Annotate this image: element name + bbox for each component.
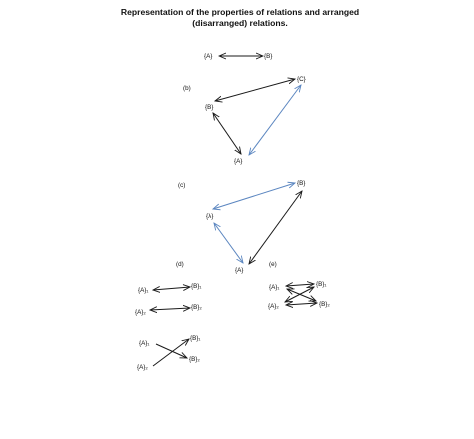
- panel-b-node-b: {B}: [205, 104, 214, 111]
- panel-e-node-a1: {A}₁: [269, 284, 280, 291]
- panel-d-mid-a: {A}₂: [135, 309, 146, 316]
- panel-e-edge-a2-b2: [286, 303, 317, 305]
- panel-b: [183, 76, 306, 165]
- panel-d-top-b: {B}₁: [191, 283, 202, 290]
- panel-label-b: (b): [183, 85, 191, 92]
- panel-a: [204, 53, 272, 60]
- panel-d-bot-b2: {B}₂: [189, 356, 200, 363]
- panel-d-edge-mid: [150, 308, 190, 310]
- panel-d-bot-b1: {B}₁: [190, 335, 201, 342]
- panel-label-e: (e): [269, 261, 277, 268]
- panel-b-node-c: {C}: [297, 76, 306, 83]
- panel-d: [135, 261, 202, 371]
- panel-e-node-b1: {B}₁: [316, 281, 327, 288]
- figure-title-line-1: Representation of the properties of relations and arranged: [120, 7, 360, 17]
- panel-e-node-a2: {A}₂: [268, 303, 279, 310]
- panel-a-node-b: {B}: [264, 53, 273, 60]
- panel-a-node-a: {A}: [204, 53, 213, 60]
- panel-b-edge-b-a: [213, 113, 241, 154]
- panel-c-node-a: {A}: [235, 267, 244, 274]
- panel-c-edge-lambda-b: [213, 183, 295, 209]
- panel-c-node-b: {B}: [297, 180, 306, 187]
- panel-c-edge-lambda-a: [214, 223, 243, 263]
- panel-d-bot-a2: {A}₂: [137, 364, 148, 371]
- figure-title-line-2: (disarranged) relations.: [192, 18, 288, 28]
- panel-d-bot-a1: {A}₁: [139, 340, 150, 347]
- panel-d-mid-b: {B}₂: [191, 304, 202, 311]
- panel-c-node-lambda: {λ}: [206, 213, 214, 220]
- panel-b-node-a: {A}: [234, 158, 243, 165]
- panel-b-edge-a-c: [249, 85, 301, 155]
- panel-d-edge-a2-b1: [153, 339, 189, 366]
- panel-d-edge-top: [153, 287, 190, 290]
- panel-c-edge-a-b: [249, 191, 302, 264]
- panel-e: [268, 261, 330, 310]
- panel-e-edge-a2-b1: [285, 287, 314, 302]
- panel-label-d: (d): [176, 261, 184, 268]
- panel-label-c: (c): [178, 182, 186, 189]
- panel-c: [178, 180, 305, 274]
- panel-e-node-b2: {B}₂: [319, 301, 330, 308]
- panel-d-edge-a1-b2: [156, 344, 187, 358]
- panel-d-top-a: {A}₁: [138, 287, 149, 294]
- panel-b-edge-b-c: [215, 79, 295, 101]
- panel-e-edge-a1-b1: [286, 284, 314, 286]
